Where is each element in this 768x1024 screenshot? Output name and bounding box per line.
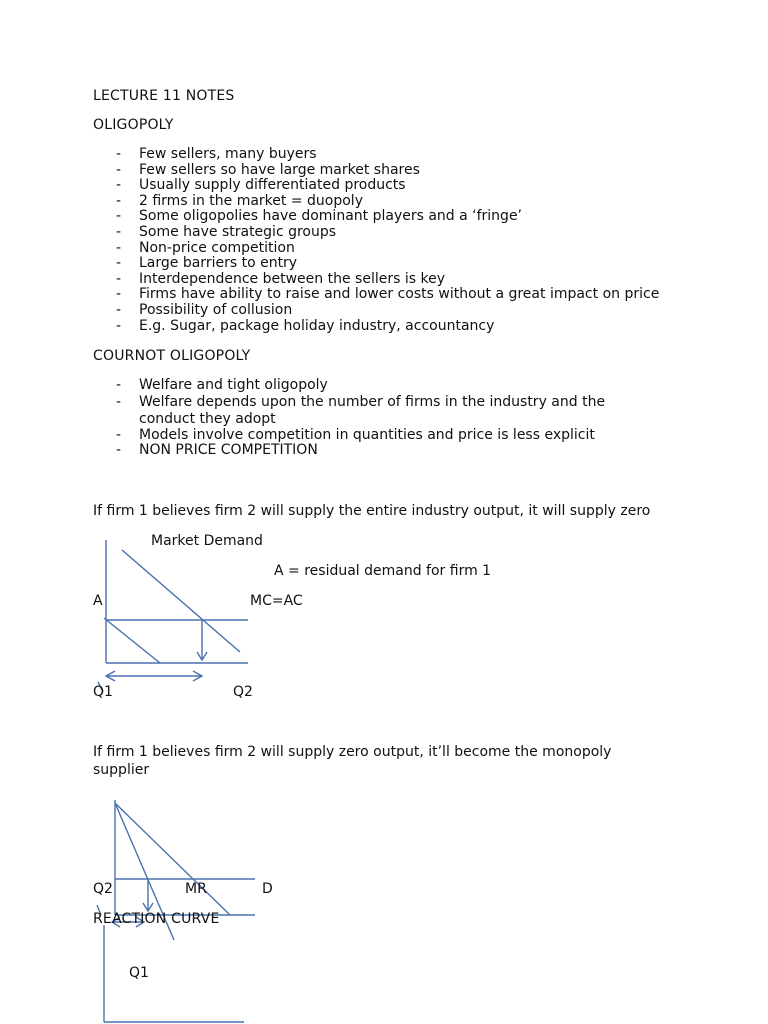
list-item: - NON PRICE COMPETITION (116, 442, 318, 459)
list-item: - 2 firms in the market = duopoly (116, 192, 363, 209)
list-item: - Models involve competition in quantities and price is less explicit (116, 426, 595, 443)
list-item: - Usually supply differentiated products (116, 177, 406, 194)
list-item: - E.g. Sugar, package holiday industry, accountancy (116, 317, 495, 334)
list-item: - Interdependence between the sellers is key (116, 270, 445, 287)
label-q2: Q2 (93, 881, 113, 897)
page-title: LECTURE 11 NOTES (93, 88, 235, 104)
list-item: - Non-price competition (116, 239, 295, 256)
list-item: - Some oligopolies have dominant players and a ‘fringe’ (116, 208, 523, 225)
label-d: D (262, 881, 273, 897)
label-mc-ac: MC=AC (250, 593, 303, 609)
label-q1: Q1 (129, 965, 149, 981)
list-item: - Few sellers so have large market shares (116, 161, 420, 178)
list-item: - Some have strategic groups (116, 223, 337, 240)
label-a: A (93, 593, 103, 609)
label-residual-demand: A = residual demand for firm 1 (274, 563, 492, 579)
section-heading-oligopoly: OLIGOPOLY (93, 117, 174, 133)
list-item: - Firms have ability to raise and lower costs without a great impact on price (116, 286, 660, 303)
list-item: - Possibility of collusion (116, 301, 293, 318)
demand-line-d (115, 803, 230, 915)
section-heading-reaction-curve: REACTION CURVE (93, 911, 220, 927)
list-item: - Welfare and tight oligopoly (116, 377, 328, 393)
list-item: - Few sellers, many buyers (116, 146, 317, 162)
paragraph-firm2-entire-output: If firm 1 believes firm 2 will supply the entire industry output, it will supply zero (93, 503, 651, 519)
list-item: - Large barriers to entry (116, 255, 298, 272)
label-q1: Q1 (93, 684, 113, 700)
list-item: - Welfare depends upon the number of firms in the industry and the conduct they adopt (116, 393, 606, 427)
label-q2: Q2 (233, 684, 253, 700)
section-heading-cournot: COURNOT OLIGOPOLY (93, 348, 251, 364)
label-mr: MR (185, 881, 207, 897)
paragraph-firm2-zero-output: If firm 1 believes firm 2 will supply zero output, it’ll become the monopoly supplier (93, 744, 612, 778)
label-market-demand: Market Demand (151, 533, 263, 549)
